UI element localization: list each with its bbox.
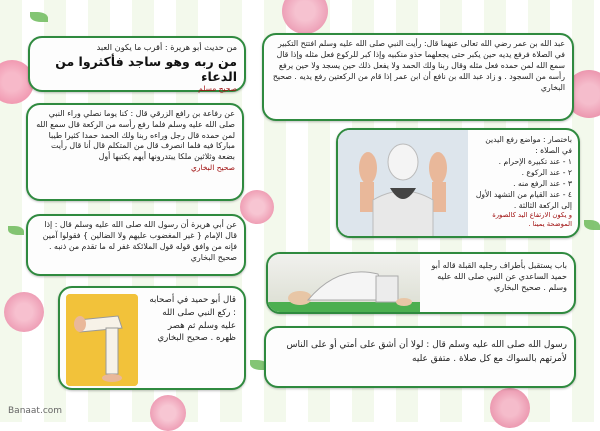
hadith-source: صحيح البخاري [191,162,235,172]
summary-text [468,130,578,238]
pink-flower [490,388,530,428]
summary-heading: باختصار : مواضع رفع اليدين في الصلاة : [485,135,572,155]
hadith-card-ameen [26,214,246,276]
person-raising-hands-image [338,130,468,238]
bowing-figure-icon [66,294,138,386]
hadith-card-qibla-feet [266,252,576,314]
summary-note: و يكون الارتفاع اليد كالصورة الموضحة يمينا . [492,211,572,228]
summary-item: ٢ - عند الركوع . [521,168,572,177]
site-watermark: Banaat.com [8,406,63,416]
summary-item: ١ - عند تكبيرة الإحرام . [498,157,572,166]
praying-man-icon [338,130,468,238]
hadith-source: صحيح مسلم [198,83,237,93]
hadith-card-sujood [28,36,246,92]
hadith-card-rifaa [26,103,244,201]
hadith-main-text: من ربه وهو ساجد فأكثروا من الدعاء [55,53,237,84]
hadith-text: عن رفاعة بن رافع الزرقي قال : كنا يوما نصلي وراء النبي صلى الله عليه وسلم فلما رفع رأسه من الركعة قال سمع الله لمن حمده قال رجل وراءه ربنا ولك الحمد حمدا كثيرا طيبا مباركا فيه فلما انصرف قال من المتكلم قال أنا قال رأيت بضعة وثلاثين ملكا يبتدرونها أيهم يكتبها أول [36,109,235,162]
qibla-text [416,254,574,314]
summary-item: ٤ - عند القيام من التشهد الأول إلى الركعة الثالثة . [475,190,572,210]
pink-flower [150,395,186,431]
prostration-image [268,254,420,314]
rukoo-image [66,294,138,386]
hadith-intro: من حديث أبو هريرة : أقرب ما يكون العبد [96,42,237,52]
hadith-text: باب يستقبل بأطراف رجليه القبلة قاله أبو حميد الساعدي عن النبي صلى الله عليه وسلم . صحيح البخاري [431,261,567,293]
rukoo-text [138,288,244,390]
hadith-text: عن أبي هريرة أن رسول الله صلى الله عليه وسلم قال : إذا قال الإمام { غير المغضوب عليهم ولا الضالين } فقولوا آمين فإنه من وافق قوله قول الملائكة غفر له ما تقدم من ذنبه . صحيح البخاري [42,220,237,262]
hadith-text: قال أبو حميد في أصحابه : ركع النبي صلى الله عليه وسلم ثم هصر ظهره . صحيح البخاري [149,295,236,344]
hadith-text: رسول الله صلى الله عليه وسلم قال : لولا أن أشق على أمتي أو على الناس لأمرتهم بالسواك مع كل صلاة . متفق عليه [286,340,567,364]
hadith-text: عبد الله بن عمر رضي الله تعالى عنهما قال: رأيت النبي صلى الله عليه وسلم افتتح التكبير في الصلاة فرفع يديه حين يكبر حتى يجعلهما حذو منكبيه وإذا كبر للركوع فعل مثله وإذا قال سمع الله لمن حمده فعل مثله وقال ربنا ولك الحمد ولا يفعل ذلك حين يسجد ولا حين يرفع رأسه من السجود . و زاد عبد الله بن نافع أن ابن عمر إذا قام من الركعتين رفع يديه . صحيح البخاري [272,39,565,92]
summary-card-raising-hands [336,128,580,238]
leaf [30,12,48,22]
leaf [584,220,600,230]
summary-item: ٣ - عند الرفع منه . [513,179,572,188]
pink-flower [4,292,44,332]
pink-flower [240,190,274,224]
hadith-card-siwak [264,326,576,388]
hadith-card-raising-hands [262,33,574,121]
sujood-figure-icon [268,254,420,314]
leaf [8,226,24,235]
hadith-card-rukoo [58,286,246,390]
